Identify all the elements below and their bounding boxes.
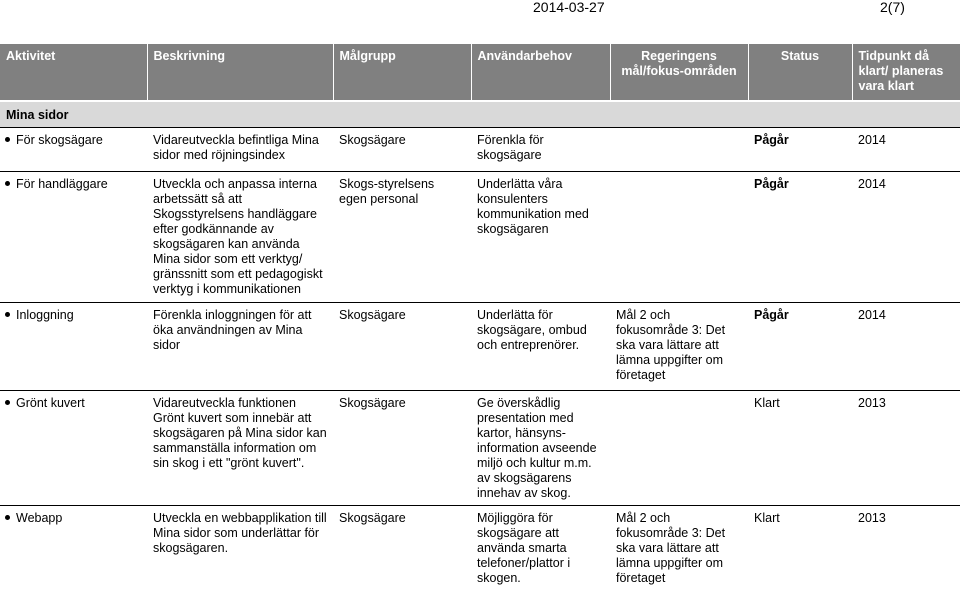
- status-cell: Klart: [748, 506, 852, 590]
- table-row: [0, 128, 960, 172]
- time-cell: 2014: [852, 128, 960, 172]
- target-cell: Skogs-styrelsens egen personal: [333, 172, 471, 303]
- time-cell: 2014: [852, 303, 960, 391]
- col-header-description: Beskrivning: [147, 44, 333, 101]
- time-cell: 2013: [852, 391, 960, 506]
- status-cell: Pågår: [748, 128, 852, 172]
- status-cell: Pågår: [748, 303, 852, 391]
- time-cell: 2013: [852, 506, 960, 590]
- time-cell: 2014: [852, 172, 960, 303]
- bullet-icon: [5, 400, 10, 405]
- activity-cell: Webapp: [16, 511, 63, 525]
- goals-cell: Mål 2 och fokusområde 3: Det ska vara lättare att lämna uppgifter om företaget: [610, 303, 748, 391]
- description-cell: Utveckla och anpassa interna arbetssätt så att Skogsstyrelsens handläggare efter godkännande av skogsägaren kan använda Mina sidor som ett verktyg/ gränssnitt som ett pedagogiskt verktyg i kommunikationen: [147, 172, 333, 303]
- section-title: Mina sidor: [0, 101, 960, 128]
- description-cell: Utveckla en webbapplikation till Mina sidor som underlättar för skogsägaren.: [147, 506, 333, 590]
- table-row: [0, 172, 960, 303]
- page-header: [0, 0, 960, 24]
- bullet-icon: [5, 515, 10, 520]
- col-header-goals: Regeringens mål/fokus-områden: [610, 44, 748, 101]
- col-header-status: Status: [748, 44, 852, 101]
- status-cell: Klart: [748, 391, 852, 506]
- need-cell: Möjliggöra för skogsägare att använda smarta telefoner/plattor i skogen.: [471, 506, 610, 590]
- goals-cell: [610, 172, 748, 303]
- need-cell: Förenkla för skogsägare: [471, 128, 610, 172]
- activity-cell: För skogsägare: [16, 133, 103, 147]
- col-header-activity: Aktivitet: [0, 44, 147, 101]
- target-cell: Skogsägare: [333, 303, 471, 391]
- target-cell: Skogsägare: [333, 391, 471, 506]
- description-cell: Vidareutveckla befintliga Mina sidor med röjningsindex: [147, 128, 333, 172]
- need-cell: Underlätta våra konsulenters kommunikation med skogsägaren: [471, 172, 610, 303]
- col-header-target: Målgrupp: [333, 44, 471, 101]
- bullet-icon: [5, 137, 10, 142]
- goals-cell: [610, 391, 748, 506]
- table-header-row: [0, 44, 960, 101]
- description-cell: Vidareutveckla funktionen Grönt kuvert som innebär att skogsägaren på Mina sidor kan sammanställa information om sin skog i ett "grönt kuvert".: [147, 391, 333, 506]
- goals-cell: [610, 128, 748, 172]
- bullet-icon: [5, 312, 10, 317]
- need-cell: Underlätta för skogsägare, ombud och entreprenörer.: [471, 303, 610, 391]
- need-cell: Ge överskådlig presentation med kartor, hänsyns-information avseende miljö och kultur m.m. av skogsägarens innehav av skog.: [471, 391, 610, 506]
- page-number: 2(7): [880, 0, 905, 15]
- document-date: 2014-03-27: [533, 0, 605, 15]
- activity-cell: Grönt kuvert: [16, 396, 85, 410]
- description-cell: Förenkla inloggningen för att öka användningen av Mina sidor: [147, 303, 333, 391]
- col-header-time: Tidpunkt då klart/ planeras vara klart: [852, 44, 960, 101]
- table-row: [0, 303, 960, 391]
- activity-cell: För handläggare: [16, 177, 108, 191]
- target-cell: Skogsägare: [333, 506, 471, 590]
- bullet-icon: [5, 181, 10, 186]
- table-row: [0, 391, 960, 506]
- section-row: [0, 101, 960, 128]
- col-header-need: Användarbehov: [471, 44, 610, 101]
- table-row: [0, 506, 960, 590]
- status-cell: Pågår: [748, 172, 852, 303]
- goals-cell: Mål 2 och fokusområde 3: Det ska vara lättare att lämna uppgifter om företaget: [610, 506, 748, 590]
- target-cell: Skogsägare: [333, 128, 471, 172]
- activity-table: [0, 44, 960, 590]
- activity-cell: Inloggning: [16, 308, 74, 322]
